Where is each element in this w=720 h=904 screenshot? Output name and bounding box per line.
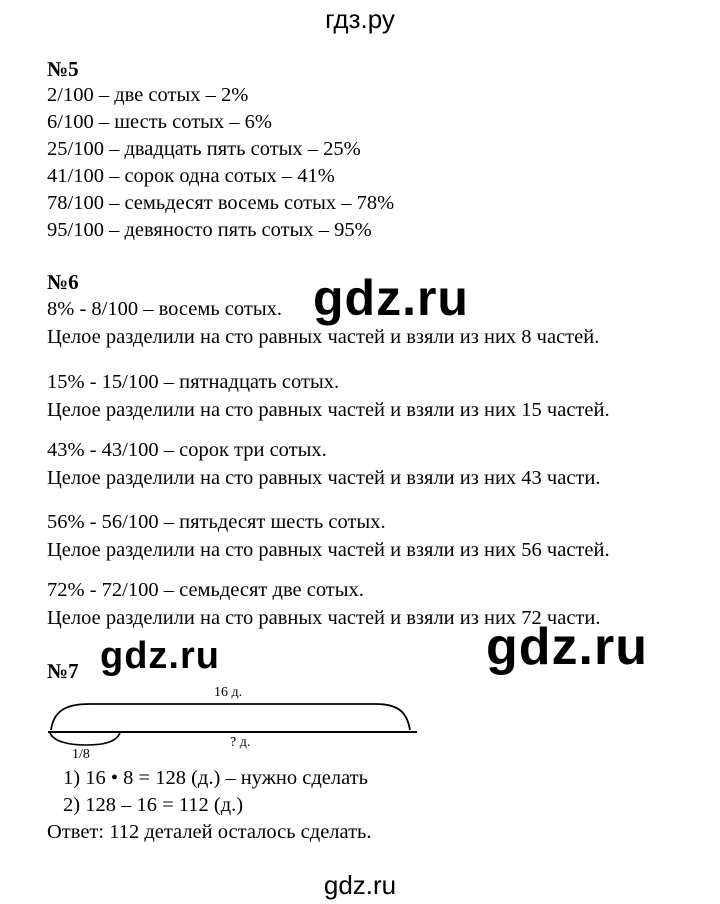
task-6-item-line: 72% - 72/100 – семьдесят две сотых.	[47, 579, 364, 601]
total-brace	[51, 704, 410, 730]
answer-line: Ответ: 112 деталей осталось сделать.	[47, 821, 372, 843]
task-5-line: 25/100 – двадцать пять сотых – 25%	[47, 138, 361, 160]
site-header: гдз.ру	[325, 4, 395, 34]
rest-label: ? д.	[230, 735, 251, 750]
task-5-heading: №5	[47, 57, 79, 81]
task-6-item-explanation: Целое разделили на сто равных частей и взяли из них 72 части.	[47, 607, 601, 629]
task-5-line: 2/100 – две сотых – 2%	[47, 84, 249, 106]
task-6-item-explanation: Целое разделили на сто равных частей и взяли из них 56 частей.	[47, 539, 610, 561]
watermark: gdz.ru	[486, 618, 648, 676]
watermark: gdz.ru	[313, 270, 469, 326]
task-6-item-explanation: Целое разделили на сто равных частей и взяли из них 43 части.	[47, 467, 601, 489]
task-5-line: 78/100 – семьдесят восемь сотых – 78%	[47, 192, 395, 214]
solution-step: 1) 16 • 8 = 128 (д.) – нужно сделать	[63, 767, 368, 789]
task-6-heading: №6	[47, 270, 79, 294]
watermark: gdz.ru	[100, 635, 220, 677]
task-7-heading: №7	[47, 659, 79, 683]
task-6-item-line: 8% - 8/100 – восемь сотых.	[47, 298, 282, 320]
task-6-item-explanation: Целое разделили на сто равных частей и взяли из них 15 частей.	[47, 399, 610, 421]
task-5-line: 6/100 – шесть сотых – 6%	[47, 111, 273, 133]
solution-step: 2) 128 – 16 = 112 (д.)	[63, 794, 244, 816]
task-6-item-line: 56% - 56/100 – пятьдесят шесть сотых.	[47, 511, 386, 533]
part-label: 1/8	[72, 747, 90, 762]
part-brace	[50, 733, 120, 745]
task-6-item-line: 43% - 43/100 – сорок три сотых.	[47, 439, 327, 461]
task-6-item-line: 15% - 15/100 – пятнадцать сотых.	[47, 371, 340, 393]
total-label: 16 д.	[214, 685, 243, 700]
task-5-line: 41/100 – сорок одна сотых – 41%	[47, 165, 335, 187]
site-footer: gdz.ru	[323, 870, 397, 900]
task-5-line: 95/100 – девяносто пять сотых – 95%	[47, 219, 372, 241]
task-6-item-explanation: Целое разделили на сто равных частей и взяли из них 8 частей.	[47, 326, 600, 348]
